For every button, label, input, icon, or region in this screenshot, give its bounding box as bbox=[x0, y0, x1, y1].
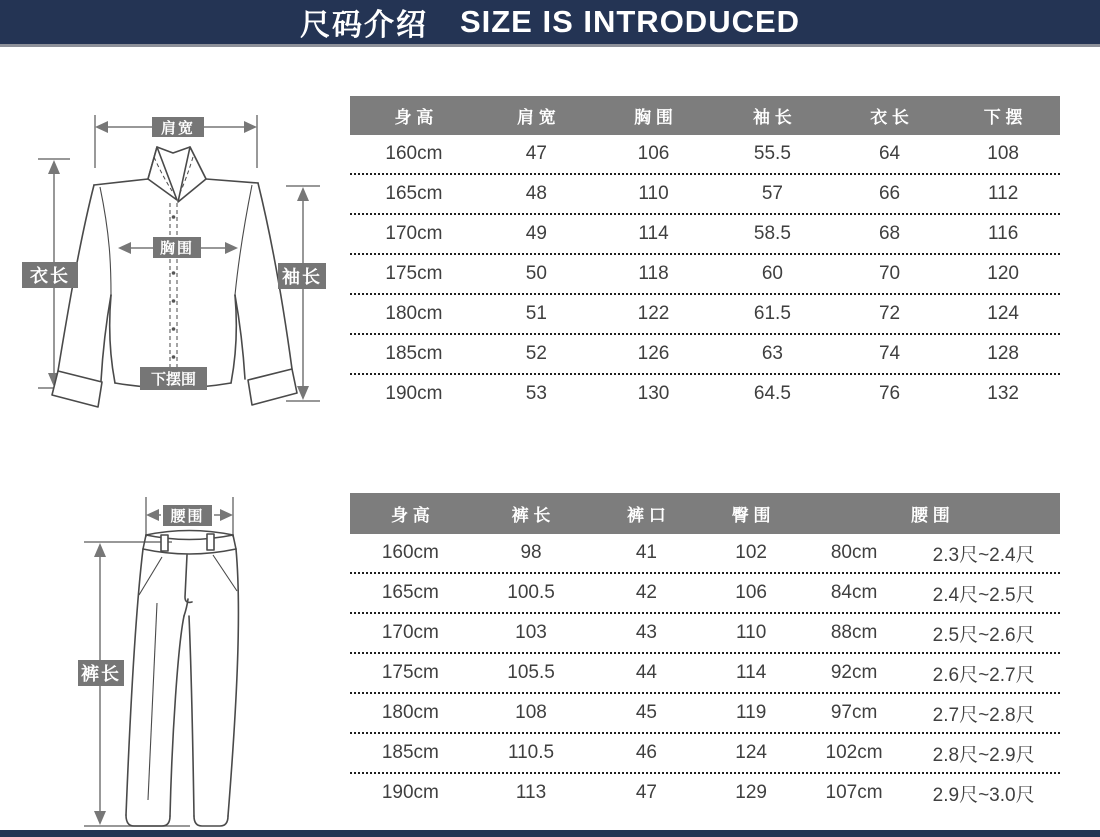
table-cell: 68 bbox=[878, 223, 901, 244]
table-cell: 114 bbox=[638, 223, 669, 244]
column-header: 肩 宽 bbox=[517, 108, 556, 127]
chest-label: 胸围 bbox=[153, 237, 201, 258]
table-cell: 110 bbox=[638, 183, 669, 204]
column-header: 袖 长 bbox=[753, 108, 792, 127]
table-cell: 110 bbox=[735, 622, 767, 643]
table-cell: 124 bbox=[987, 303, 1019, 324]
table-row bbox=[350, 534, 1060, 574]
bottom-divider-bar bbox=[0, 830, 1100, 837]
table-row bbox=[350, 215, 1060, 255]
table-cell: 175cm bbox=[385, 263, 443, 284]
table-cell: 102 bbox=[735, 542, 767, 563]
table-cell: 47 bbox=[635, 782, 657, 803]
shirt-size-table bbox=[350, 96, 1060, 413]
shoulder-width-label: 肩宽 bbox=[152, 117, 204, 137]
table-cell: 106 bbox=[735, 582, 767, 603]
table-cell: 103 bbox=[515, 622, 547, 643]
table-cell: 118 bbox=[638, 263, 669, 284]
table-cell: 45 bbox=[635, 702, 657, 723]
table-cell: 61.5 bbox=[753, 303, 791, 324]
column-header: 衣 长 bbox=[870, 108, 909, 127]
table-cell: 128 bbox=[987, 343, 1019, 364]
table-cell: 113 bbox=[515, 782, 547, 803]
table-cell: 126 bbox=[637, 343, 670, 364]
table-cell: 108 bbox=[987, 143, 1019, 164]
table-cell: 160cm bbox=[385, 143, 443, 164]
table-cell: 48 bbox=[525, 183, 547, 204]
table-row bbox=[350, 135, 1060, 175]
table-cell: 100.5 bbox=[507, 582, 555, 603]
table-cell: 165cm bbox=[385, 183, 443, 204]
table-cell: 107cm bbox=[825, 782, 883, 803]
table-cell: 72 bbox=[878, 303, 901, 324]
table-cell: 129 bbox=[735, 782, 767, 803]
table-cell: 92cm bbox=[830, 662, 878, 683]
table-cell: 180cm bbox=[385, 303, 443, 324]
pants-table-body bbox=[350, 534, 1060, 812]
table-cell: 70 bbox=[878, 263, 901, 284]
table-cell: 108 bbox=[515, 702, 547, 723]
title-banner bbox=[0, 0, 1100, 47]
hem-label: 下摆围 bbox=[140, 367, 207, 390]
table-cell: 2.9尺~3.0尺 bbox=[932, 784, 1035, 806]
table-row bbox=[350, 335, 1060, 375]
table-cell: 63 bbox=[761, 343, 783, 364]
table-cell: 50 bbox=[525, 263, 547, 284]
table-cell: 116 bbox=[988, 223, 1019, 244]
table-row bbox=[350, 694, 1060, 734]
table-cell: 2.7尺~2.8尺 bbox=[932, 704, 1035, 726]
table-cell: 112 bbox=[988, 183, 1019, 204]
table-cell: 55.5 bbox=[753, 143, 791, 164]
table-cell: 106 bbox=[637, 143, 670, 164]
table-cell: 41 bbox=[635, 542, 657, 563]
table-cell: 98 bbox=[520, 542, 542, 563]
table-row bbox=[350, 574, 1060, 614]
table-cell: 47 bbox=[525, 143, 547, 164]
table-cell: 97cm bbox=[830, 702, 878, 723]
pants-size-table bbox=[350, 493, 1060, 812]
waist-label: 腰围 bbox=[163, 505, 212, 526]
column-header: 臀 围 bbox=[731, 506, 771, 525]
table-cell: 46 bbox=[635, 742, 657, 763]
table-row bbox=[350, 375, 1060, 413]
table-cell: 76 bbox=[878, 383, 901, 404]
table-cell: 51 bbox=[525, 303, 547, 324]
table-row bbox=[350, 295, 1060, 335]
table-cell: 2.3尺~2.4尺 bbox=[932, 544, 1035, 566]
table-row bbox=[350, 734, 1060, 774]
table-cell: 170cm bbox=[381, 622, 439, 643]
table-cell: 110.5 bbox=[507, 742, 555, 763]
table-cell: 84cm bbox=[830, 582, 878, 603]
table-cell: 2.5尺~2.6尺 bbox=[932, 624, 1035, 646]
table-cell: 64 bbox=[878, 143, 901, 164]
pants-length-label: 裤长 bbox=[78, 660, 124, 686]
table-cell: 170cm bbox=[385, 223, 443, 244]
pants-measurement-diagram bbox=[60, 485, 345, 835]
sleeve-length-label: 袖长 bbox=[278, 263, 326, 289]
table-cell: 53 bbox=[525, 383, 547, 404]
table-cell: 102cm bbox=[825, 742, 883, 763]
column-header: 腰 围 bbox=[911, 506, 950, 525]
table-cell: 44 bbox=[635, 662, 657, 683]
pants-outline bbox=[126, 531, 238, 827]
table-cell: 66 bbox=[878, 183, 901, 204]
shirt-measurement-diagram bbox=[10, 95, 345, 420]
table-cell: 2.4尺~2.5尺 bbox=[932, 584, 1035, 606]
table-cell: 175cm bbox=[381, 662, 439, 683]
pants-table-header bbox=[350, 493, 1060, 534]
table-row bbox=[350, 175, 1060, 215]
table-cell: 80cm bbox=[830, 542, 878, 563]
column-header: 下 摆 bbox=[983, 108, 1023, 127]
table-cell: 130 bbox=[637, 383, 670, 404]
table-cell: 52 bbox=[525, 343, 547, 364]
table-cell: 124 bbox=[735, 742, 767, 763]
table-cell: 190cm bbox=[381, 782, 439, 803]
table-cell: 185cm bbox=[381, 742, 439, 763]
table-row bbox=[350, 654, 1060, 694]
table-cell: 74 bbox=[878, 343, 901, 364]
table-cell: 57 bbox=[761, 183, 783, 204]
table-cell: 43 bbox=[635, 622, 657, 643]
column-header: 胸 围 bbox=[634, 108, 673, 127]
table-cell: 105.5 bbox=[507, 662, 555, 683]
column-header: 身 高 bbox=[390, 506, 430, 525]
shirt-table-body bbox=[350, 135, 1060, 413]
table-cell: 122 bbox=[637, 303, 670, 324]
column-header: 裤 口 bbox=[627, 506, 666, 525]
table-row bbox=[350, 614, 1060, 654]
table-cell: 120 bbox=[987, 263, 1019, 284]
table-cell: 88cm bbox=[830, 622, 878, 643]
table-cell: 185cm bbox=[385, 343, 443, 364]
table-cell: 64.5 bbox=[753, 383, 791, 404]
table-row bbox=[350, 774, 1060, 812]
page-title-chinese: 尺码介绍 bbox=[299, 9, 428, 42]
table-cell: 190cm bbox=[385, 383, 443, 404]
table-cell: 160cm bbox=[381, 542, 439, 563]
table-cell: 60 bbox=[761, 263, 783, 284]
table-cell: 165cm bbox=[381, 582, 439, 603]
column-header: 裤 长 bbox=[511, 506, 551, 525]
table-cell: 119 bbox=[735, 702, 767, 723]
table-cell: 132 bbox=[987, 383, 1019, 404]
shirt-table-header bbox=[350, 96, 1060, 135]
page-title-english: SIZE IS INTRODUCED bbox=[459, 4, 801, 39]
table-cell: 2.8尺~2.9尺 bbox=[932, 744, 1035, 766]
table-cell: 49 bbox=[525, 223, 547, 244]
table-cell: 180cm bbox=[381, 702, 439, 723]
table-cell: 2.6尺~2.7尺 bbox=[932, 664, 1035, 686]
table-row bbox=[350, 255, 1060, 295]
table-cell: 42 bbox=[635, 582, 657, 603]
column-header: 身 高 bbox=[394, 108, 434, 127]
garment-length-label: 衣长 bbox=[22, 262, 78, 288]
table-cell: 58.5 bbox=[753, 223, 791, 244]
table-cell: 114 bbox=[735, 662, 767, 683]
